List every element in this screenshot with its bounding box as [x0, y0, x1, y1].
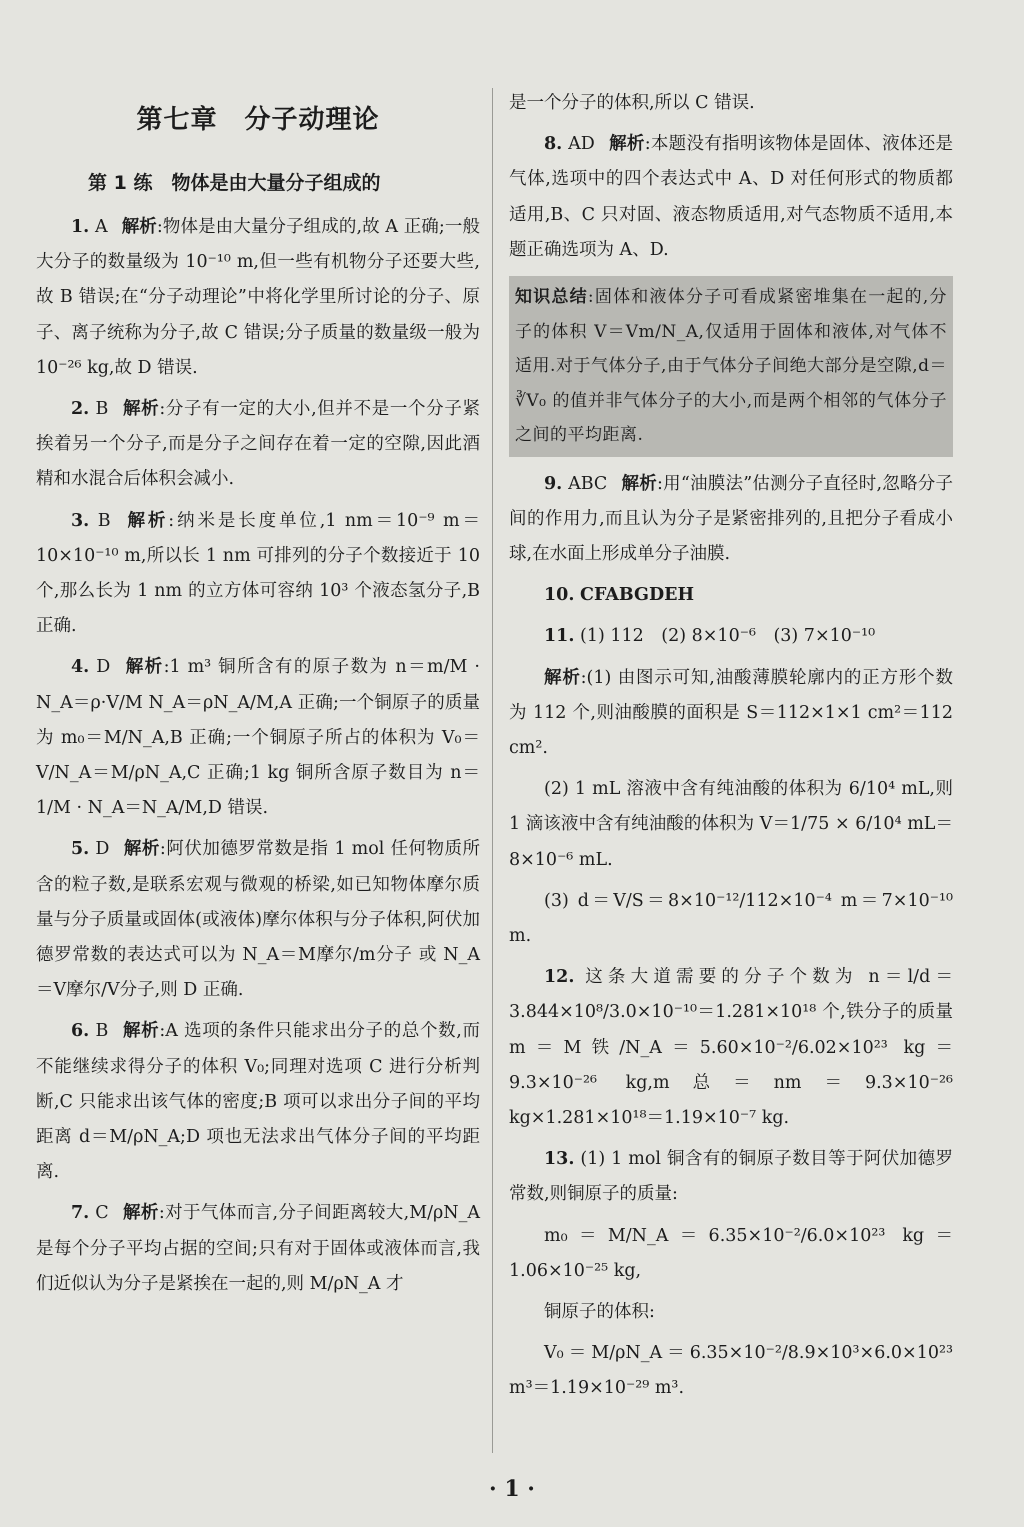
answer-13 [509, 1142, 953, 1212]
left-column [36, 88, 486, 1308]
question-number: 11. [544, 626, 575, 647]
answer-11-part-2: (2) 1 mL 溶液中含有纯油酸的体积为 6/10⁴ mL,则 1 滴该液中含有纯油酸的体积为 V＝1/75 × 6/10⁴ mL＝8×10⁻⁶ mL. [509, 779, 959, 870]
analysis-text: :纳米是长度单位,1 nm＝10⁻⁹ m＝10×10⁻¹⁰ m,所以长 1 nm 可排列的分子个数接近于 10 个,那么长为 1 nm 的立方体可容纳 10³ 个液态氢分子,B 正确. [36, 510, 486, 637]
analysis-text: :物体是由大量分子组成的,故 A 正确;一般大分子的数量级为 10⁻¹⁰ m,但一些有机物分子还要大些,故 B 错误;在“分子动理论”中将化学里所讨论的分子、原子、离子统称为分子,故 C 错误;分子质量的数量级一般为 10⁻²⁶ kg,故 D 错误. [36, 217, 486, 378]
answer-choice: AD [568, 134, 595, 155]
answer-8 [509, 127, 953, 268]
question-number: 8. [544, 134, 563, 155]
answer-3 [36, 504, 486, 645]
answer-choice: D [95, 839, 110, 860]
analysis-text: :(1) 由图示可知,油酸薄膜轮廓内的正方形个数为 112 个,则油酸膜的面积是 S＝112×1×1 cm²＝112 cm². [509, 667, 959, 758]
answer-9 [509, 467, 953, 573]
answer-choice: B [97, 510, 111, 531]
question-number: 6. [71, 1021, 90, 1042]
column-divider [492, 88, 493, 1453]
answer-choice: ABC [568, 473, 608, 494]
page-number: · 1 · [489, 1476, 535, 1502]
analysis-text: 这条大道需要的分子个数为 n＝l/d＝3.844×10⁸/3.0×10⁻¹⁰＝1.281×10¹⁸ 个,铁分子的质量 m＝M铁/N_A＝5.60×10⁻²/6.02×10²³ kg＝9.3×10⁻²⁶ kg,m总＝nm＝9.3×10⁻²⁶ kg×1.281×10¹⁸＝1.19×10⁻⁷ kg. [509, 967, 959, 1128]
answer-11 [509, 619, 953, 654]
answer-7 [36, 1196, 486, 1302]
knowledge-summary-box [509, 276, 953, 457]
question-number: 1. [71, 217, 90, 237]
analysis-label: 解析 [124, 657, 164, 678]
question-number: 3. [71, 510, 90, 531]
analysis-label: 解析 [122, 1203, 159, 1224]
answer-7-continuation: 是一个分子的体积,所以 C 错误. [509, 93, 755, 113]
analysis-text: :阿伏加德罗常数是指 1 mol 任何物质所含的粒子数,是联系宏观与微观的桥梁,如已知物体摩尔质量与分子质量或固体(或液体)摩尔体积与分子体积,阿伏加德罗常数的表达式可以为 N_A＝M摩尔/m分子 或 N_A＝V摩尔/V分子,则 D 正确. [36, 839, 480, 1001]
answer-choice: B [95, 1021, 109, 1042]
answer-5 [36, 832, 480, 1008]
question-number: 12. [544, 967, 575, 988]
analysis-text: :对于气体而言,分子间距离较大,M/ρN_A 是每个分子平均占据的空间;只有对于固体或液体而言,我们近似认为分子是紧挨在一起的,则 M/ρN_A 才 [36, 1203, 486, 1294]
answer-2 [36, 392, 480, 498]
copper-atom-volume-equation: V₀＝M/ρN_A＝6.35×10⁻²/8.9×10³×6.0×10²³ m³＝1.19×10⁻²⁹ m³. [509, 1343, 959, 1399]
answer-choice: C [95, 1203, 109, 1224]
answer-12 [509, 960, 959, 1136]
analysis-text: :A 选项的条件只能求出分子的总个数,而不能继续求得分子的体积 V₀;同理对选项 C 进行分析判断,C 只能求出该气体的密度;B 项可以求出分子间的平均距离 d＝M/ρN_A;D 项也无法求出气体分子间的平均距离. [36, 1021, 480, 1183]
answer-choice: A [94, 217, 108, 237]
right-column [509, 86, 959, 1413]
summary-label: 知识总结 [515, 287, 588, 308]
answer-11-part-3: (3) d＝V/S＝8×10⁻¹²/112×10⁻⁴ m＝7×10⁻¹⁰ m. [509, 890, 959, 946]
analysis-label: 解析 [122, 1021, 160, 1042]
chapter-title: 第七章 分子动理论 [136, 105, 380, 135]
answer-choice: B [95, 399, 109, 420]
answer-values: (1) 112 (2) 8×10⁻⁶ (3) 7×10⁻¹⁰ [580, 626, 876, 647]
analysis-label: 解析 [544, 667, 581, 688]
answer-11-part-1 [509, 661, 959, 767]
answer-6 [36, 1014, 480, 1190]
analysis-text: :用“油膜法”估测分子直径时,忽略分子间的作用力,而且认为分子是紧密排列的,且把分子看成小球,在水面上形成单分子油膜. [509, 473, 953, 564]
analysis-label: 解析 [124, 510, 169, 531]
question-number: 9. [544, 473, 563, 494]
section-title: 第 1 练 物体是由大量分子组成的 [88, 172, 381, 194]
question-number: 4. [71, 657, 90, 678]
question-number: 2. [71, 399, 90, 420]
question-number: 10. [544, 585, 575, 606]
analysis-label: 解析 [122, 399, 160, 420]
analysis-label: 解析 [123, 839, 160, 860]
analysis-label: 解析 [121, 217, 157, 237]
question-number: 13. [544, 1149, 575, 1170]
question-number: 7. [71, 1203, 90, 1224]
analysis-text: :分子有一定的大小,但并不是一个分子紧挨着另一个分子,而是分子之间存在着一定的空隙,因此酒精和水混合后体积会减小. [36, 399, 480, 490]
analysis-text: :本题没有指明该物体是固体、液体还是气体,选项中的四个表达式中 A、D 对任何形式的物质都适用,B、C 只对固、液态物质适用,对气态物质不适用,本题正确选项为 A、D. [509, 134, 953, 260]
answer-sequence: CFABGDEH [580, 585, 695, 606]
question-number: 5. [71, 839, 90, 860]
analysis-label: 解析 [621, 473, 657, 494]
copper-atom-volume-label: 铜原子的体积: [544, 1301, 655, 1322]
answer-choice: D [96, 657, 111, 678]
analysis-label: 解析 [608, 134, 645, 155]
copper-atom-mass-equation: m₀＝M/N_A＝6.35×10⁻²/6.0×10²³ kg＝1.06×10⁻²⁵ kg, [509, 1225, 953, 1281]
summary-text: :固体和液体分子可看成紧密堆集在一起的,分子的体积 V＝Vm/N_A,仅适用于固体和液体,对气体不适用.对于气体分子,由于气体分子间绝大部分是空隙,d＝∛V₀ 的值并非气体分子的大小,而是两个相邻的气体分子之间的平均距离. [515, 287, 948, 446]
answer-1 [36, 210, 486, 386]
analysis-text: :1 m³ 铜所含有的原子数为 n＝m/M · N_A＝ρ·V/M N_A＝ρN_A/M,A 正确;一个铜原子的质量为 m₀＝M/N_A,B 正确;一个铜原子所占的体积为 V₀＝V/N_A＝M/ρN_A,C 正确;1 kg 铜所含原子数目为 n＝1/M · N_A＝N_A/M,D 错误. [36, 657, 486, 819]
answer-4 [36, 650, 486, 826]
analysis-text: (1) 1 mol 铜含有的铜原子数目等于阿伏加德罗常数,则铜原子的质量: [509, 1149, 953, 1205]
answer-10 [509, 578, 953, 613]
